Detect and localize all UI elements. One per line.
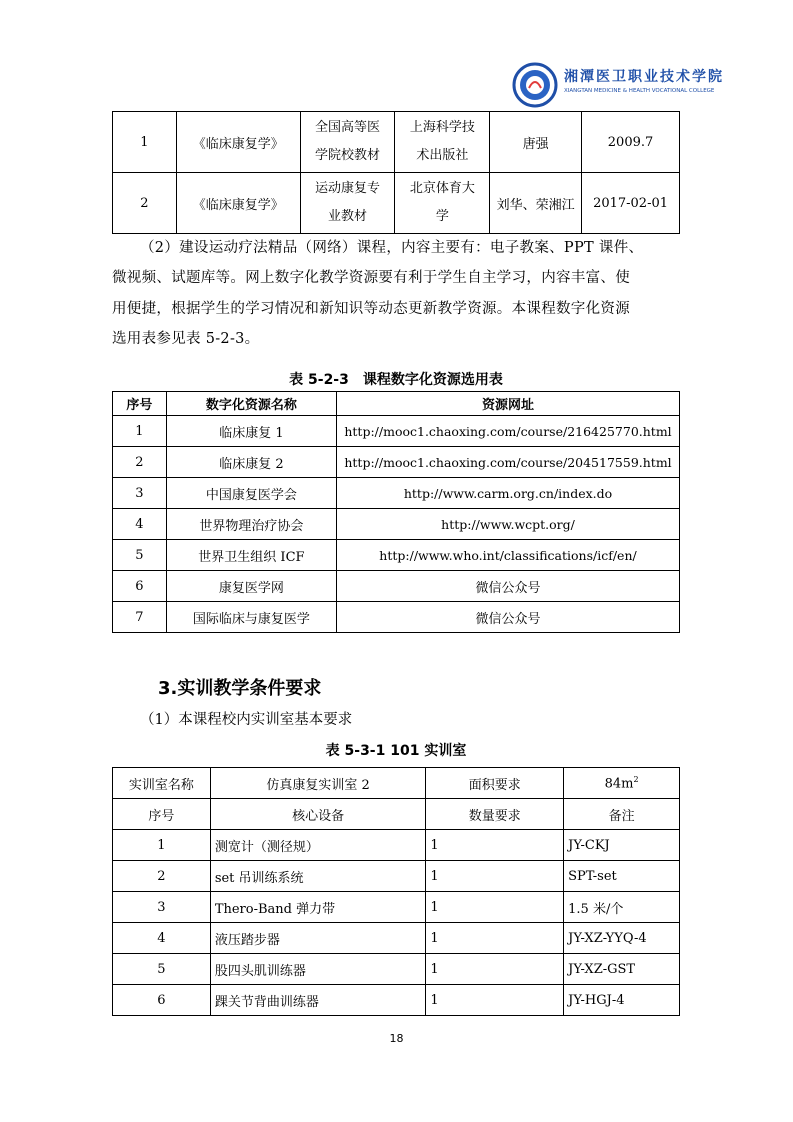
resource-name: 康复医学网 xyxy=(166,571,336,602)
table-row xyxy=(113,892,680,923)
resource-name: 世界物理治疗协会 xyxy=(166,509,336,540)
table-row xyxy=(113,923,680,954)
device-qty: 1 xyxy=(426,892,564,923)
device-qty: 1 xyxy=(426,923,564,954)
college-emblem-icon xyxy=(512,62,558,108)
table-row xyxy=(113,602,680,633)
col-header: 资源网址 xyxy=(337,392,680,416)
table-row xyxy=(113,447,680,478)
device-qty: 1 xyxy=(426,954,564,985)
device-qty: 1 xyxy=(426,985,564,1016)
device-note: JY-XZ-GST xyxy=(564,954,680,985)
col-header: 备注 xyxy=(564,799,680,830)
resource-url[interactable]: http://mooc1.chaoxing.com/course/204517559.html xyxy=(337,447,680,478)
device-name: 踝关节背曲训练器 xyxy=(210,985,426,1016)
device-note: JY-XZ-YYQ-4 xyxy=(564,923,680,954)
device-note: 1.5 米/个 xyxy=(564,892,680,923)
device-name: set 吊训练系统 xyxy=(210,861,426,892)
paragraph-line: 用便捷，根据学生的学习情况和新知识等动态更新教学资源。本课程数字化资源 xyxy=(112,301,630,317)
row-no: 1 xyxy=(113,416,167,447)
row-no: 2 xyxy=(113,447,167,478)
resource-url[interactable]: http://mooc1.chaoxing.com/course/216425770.html xyxy=(337,416,680,447)
device-qty: 1 xyxy=(426,861,564,892)
book-author: 刘华、荣湘江 xyxy=(490,173,582,234)
table-row xyxy=(113,571,680,602)
table-row xyxy=(113,985,680,1016)
table-header-row xyxy=(113,799,680,830)
row-no: 1 xyxy=(113,830,211,861)
books-table xyxy=(112,111,680,234)
book-title: 《临床康复学》 xyxy=(176,112,300,173)
device-note: JY-HGJ-4 xyxy=(564,985,680,1016)
book-date: 2009.7 xyxy=(582,112,680,173)
area-label: 面积要求 xyxy=(426,768,564,799)
table-row xyxy=(113,416,680,447)
resource-name: 临床康复 2 xyxy=(166,447,336,478)
row-no: 6 xyxy=(113,571,167,602)
book-title: 《临床康复学》 xyxy=(176,173,300,234)
table-row xyxy=(113,112,680,173)
resources-table xyxy=(112,391,680,633)
col-header: 数量要求 xyxy=(426,799,564,830)
resource-url[interactable]: http://www.who.int/classifications/icf/en/ xyxy=(337,540,680,571)
table-row xyxy=(113,830,680,861)
resource-name: 临床康复 1 xyxy=(166,416,336,447)
room-name: 仿真康复实训室 2 xyxy=(210,768,426,799)
school-name-en: XIANGTAN MEDICINE & HEALTH VOCATIONAL COLLEGE xyxy=(564,88,715,94)
resource-url: 微信公众号 xyxy=(337,571,680,602)
section-subheading: （1）本课程校内实训室基本要求 xyxy=(140,712,353,728)
table-row xyxy=(113,173,680,234)
row-no: 5 xyxy=(113,540,167,571)
room-label: 实训室名称 xyxy=(113,768,211,799)
device-note: JY-CKJ xyxy=(564,830,680,861)
row-no: 6 xyxy=(113,985,211,1016)
room-info-row xyxy=(113,768,680,799)
table-caption: 表 5-3-1 101 实训室 xyxy=(325,743,467,759)
book-no: 2 xyxy=(113,173,177,234)
table-caption: 表 5-2-3 课程数字化资源选用表 xyxy=(289,372,503,388)
resource-name: 国际临床与康复医学 xyxy=(166,602,336,633)
row-no: 2 xyxy=(113,861,211,892)
table-row xyxy=(113,540,680,571)
table-row xyxy=(113,861,680,892)
area-value: $84m^2$ xyxy=(564,768,680,799)
device-note: SPT-set xyxy=(564,861,680,892)
school-name: 湘潭医卫职业技术学院 xyxy=(564,69,724,85)
table-row xyxy=(113,954,680,985)
col-header: 核心设备 xyxy=(210,799,426,830)
paragraph-line: 选用表参见表 5-2-3。 xyxy=(112,331,260,347)
book-type: 全国高等医 学院校教材 xyxy=(300,112,395,173)
resource-url[interactable]: http://www.carm.org.cn/index.do xyxy=(337,478,680,509)
book-publisher: 上海科学技 术出版社 xyxy=(395,112,490,173)
paragraph-line: （2）建设运动疗法精品（网络）课程，内容主要有：电子教案、PPT 课件、 xyxy=(140,240,644,256)
col-header: 数字化资源名称 xyxy=(166,392,336,416)
col-header: 序号 xyxy=(113,392,167,416)
book-publisher: 北京体育大 学 xyxy=(395,173,490,234)
training-room-table xyxy=(112,767,680,1016)
book-date: 2017-02-01 xyxy=(582,173,680,234)
section-heading: 3.实训教学条件要求 xyxy=(158,678,322,699)
college-logo xyxy=(512,62,762,108)
device-name: 股四头肌训练器 xyxy=(210,954,426,985)
resource-url[interactable]: http://www.wcpt.org/ xyxy=(337,509,680,540)
book-type: 运动康复专 业教材 xyxy=(300,173,395,234)
page-number: 18 xyxy=(389,1032,404,1045)
resource-url: 微信公众号 xyxy=(337,602,680,633)
row-no: 7 xyxy=(113,602,167,633)
book-author: 唐强 xyxy=(490,112,582,173)
row-no: 3 xyxy=(113,892,211,923)
book-no: 1 xyxy=(113,112,177,173)
device-name: Thero-Band 弹力带 xyxy=(210,892,426,923)
table-row xyxy=(113,478,680,509)
resource-name: 世界卫生组织 ICF xyxy=(166,540,336,571)
row-no: 4 xyxy=(113,923,211,954)
device-name: 液压踏步器 xyxy=(210,923,426,954)
col-header: 序号 xyxy=(113,799,211,830)
row-no: 3 xyxy=(113,478,167,509)
device-qty: 1 xyxy=(426,830,564,861)
device-name: 测宽计（测径规） xyxy=(210,830,426,861)
table-row xyxy=(113,509,680,540)
paragraph-line: 微视频、试题库等。网上数字化教学资源要有利于学生自主学习，内容丰富、使 xyxy=(112,270,630,286)
row-no: 5 xyxy=(113,954,211,985)
resource-name: 中国康复医学会 xyxy=(166,478,336,509)
row-no: 4 xyxy=(113,509,167,540)
table-header-row xyxy=(113,392,680,416)
